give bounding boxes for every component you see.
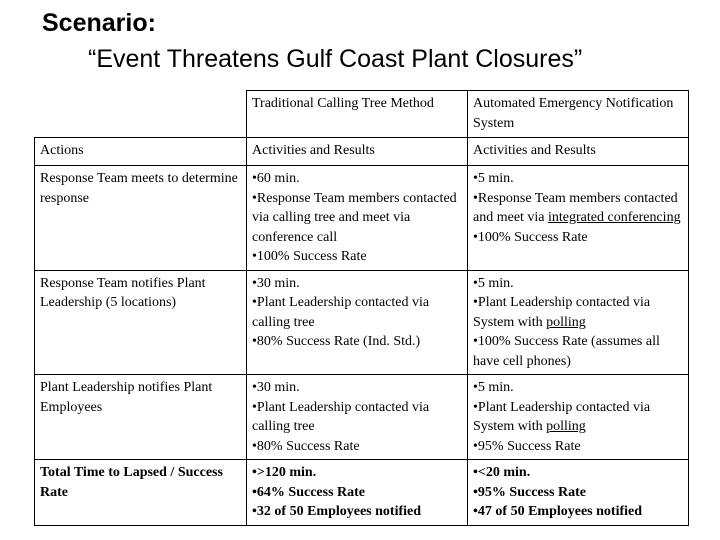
activity-bullet (473, 398, 684, 437)
time-bullet: •60 min. (252, 171, 300, 186)
blank-corner-cell (35, 91, 247, 138)
table-row (35, 375, 689, 460)
subhead-actions: Actions (35, 138, 247, 166)
time-bullet: •30 min. (252, 380, 300, 395)
activity-text: •Plant Leadership contacted via System with (473, 399, 651, 434)
automated-cell (468, 375, 689, 460)
activity-bullet: •Plant Leadership contacted via calling tree (252, 399, 430, 434)
comparison-table (34, 90, 689, 526)
total-label-cell: Total Time to Lapsed / Success Rate (35, 460, 247, 526)
activity-bullet: •Response Team members contacted via calling tree and meet via conference call (252, 190, 457, 245)
automated-cell (468, 270, 689, 375)
success-rate-bullet: •80% Success Rate (252, 438, 360, 454)
slide-subtitle: “Event Threatens Gulf Coast Plant Closures” (88, 45, 583, 73)
traditional-cell (247, 375, 468, 460)
total-time-bullet: •>120 min. (252, 465, 317, 480)
time-bullet: •30 min. (252, 275, 300, 291)
automated-total-cell (468, 460, 689, 526)
activity-bullet (473, 189, 684, 228)
time-bullet: •5 min. (473, 171, 514, 186)
traditional-cell (247, 166, 468, 271)
automated-cell (468, 166, 689, 271)
total-notified-bullet: •47 of 50 Employees notified (473, 504, 643, 519)
table-row (35, 166, 689, 271)
success-rate-bullet: •95% Success Rate (473, 438, 581, 454)
success-rate-bullet: •100% Success Rate (473, 229, 588, 245)
activity-bullet (473, 293, 684, 332)
table-row (35, 270, 689, 375)
total-rate-bullet: •95% Success Rate (473, 484, 586, 500)
table-subheader-row (35, 138, 689, 166)
underlined-term: integrated conferencing (548, 210, 681, 225)
action-cell: Response Team meets to determine response (35, 166, 247, 271)
action-cell: Response Team notifies Plant Leadership (5 locations) (35, 270, 247, 375)
activity-bullet: •Plant Leadership contacted via calling tree (252, 295, 430, 330)
time-bullet: •5 min. (473, 380, 514, 395)
traditional-total-cell (247, 460, 468, 526)
underlined-term: polling (546, 419, 586, 434)
time-bullet: •5 min. (473, 275, 514, 291)
subhead-trad-results: Activities and Results (247, 138, 468, 166)
total-notified-bullet: •32 of 50 Employees notified (252, 504, 422, 519)
success-rate-bullet: •100% Success Rate (252, 249, 367, 264)
underlined-term: polling (546, 314, 586, 330)
success-rate-bullet: •100% Success Rate (assumes all have cell phones) (473, 334, 660, 369)
traditional-cell (247, 270, 468, 375)
table-header-row (35, 91, 689, 138)
activity-text: •Response Team members contacted and meet via (473, 190, 678, 225)
success-rate-bullet: •80% Success Rate (Ind. Std.) (252, 334, 421, 349)
activity-text: •Plant Leadership contacted via System with (473, 295, 651, 330)
subhead-auto-results: Activities and Results (468, 138, 689, 166)
total-time-bullet: •<20 min. (473, 465, 531, 480)
col-head-traditional: Traditional Calling Tree Method (247, 91, 468, 138)
total-rate-bullet: •64% Success Rate (252, 484, 365, 500)
action-cell: Plant Leadership notifies Plant Employees (35, 375, 247, 460)
slide-title: Scenario: (42, 9, 156, 37)
total-row (35, 460, 689, 526)
col-head-automated: Automated Emergency Notification System (468, 91, 689, 138)
